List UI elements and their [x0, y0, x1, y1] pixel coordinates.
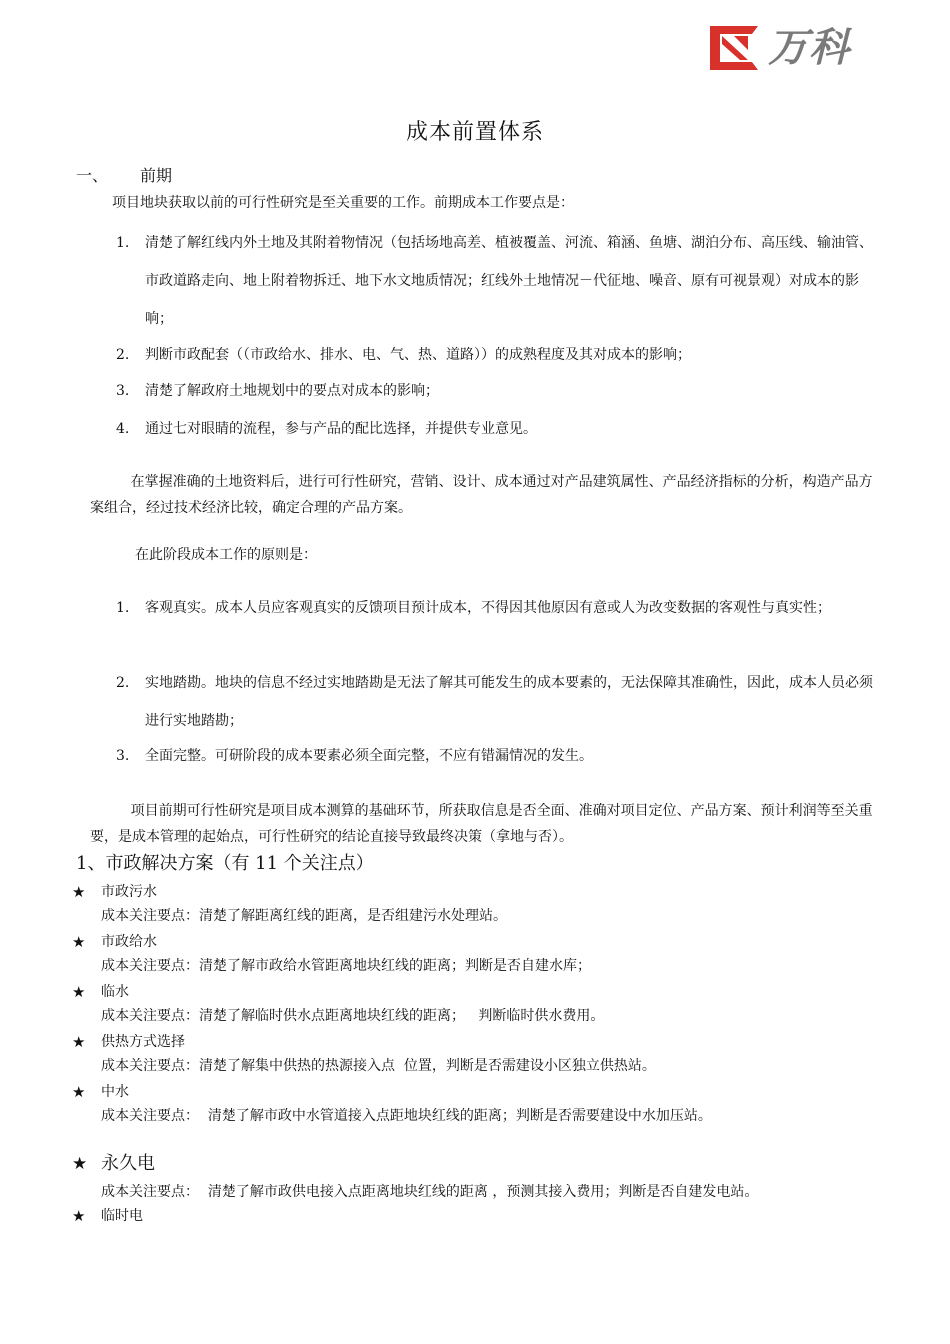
star-bullet-icon: ★ [72, 1033, 86, 1051]
paragraph: 在此阶段成本工作的原则是： [135, 547, 317, 563]
list-item-text: 清楚了解红线内外土地及其附着物情况（包括场地高差、植被覆盖、河流、箱涵、鱼塘、湖泊分布、高压线、输油管、市政道路走向、地上附着物拆迁、地下水文地质情况；红线外土地情况－代征地、噪音、原有可视景观）对成本的影响； [145, 235, 873, 327]
section-heading: 前期 [140, 166, 173, 185]
star-item-label: 临水 [101, 984, 129, 1000]
star-bullet-icon: ★ [72, 1154, 88, 1174]
star-item-detail: 成本关注要点： 清楚了解市政中水管道接入点距地块红线的距离；判断是否需要建设中水加压站。 [101, 1108, 712, 1124]
list-item-text: 通过七对眼睛的流程，参与产品的配比选择，并提供专业意见。 [145, 421, 537, 437]
vanke-logo-mark-icon [708, 22, 760, 74]
list-item-text: 全面完整。可研阶段的成本要素必须全面完整，不应有错漏情况的发生。 [145, 748, 593, 764]
paragraph: 在掌握准确的土地资料后，进行可行性研究，营销、设计、成本通过对产品建筑属性、产品经济指标的分析，构造产品方案组合，经过技术经济比较，确定合理的产品方案。 [90, 474, 873, 516]
star-bullet-icon: ★ [72, 1207, 86, 1225]
list-item-text: 实地踏勘。地块的信息不经过实地踏勘是无法了解其可能发生的成本要素的，无法保障其准确性，因此，成本人员必须进行实地踏勘； [145, 675, 873, 729]
list-item-number: 1. [116, 600, 130, 616]
list-item-number: 1. [116, 235, 130, 251]
star-item-label: 市政污水 [101, 884, 157, 900]
list-item-text: 客观真实。成本人员应客观真实的反馈项目预计成本，不得因其他原因有意或人为改变数据的客观性与真实性； [145, 600, 831, 616]
list-item-number: 3. [116, 383, 130, 399]
star-bullet-icon: ★ [72, 883, 86, 901]
paragraph: 项目前期可行性研究是项目成本测算的基础环节，所获取信息是否全面、准确对项目定位、产品方案、预计利润等至关重要，是成本管理的起始点，可行性研究的结论直接导致最终决策（拿地与否）。 [90, 803, 873, 845]
document-title: 成本前置体系 [405, 120, 544, 145]
star-item-detail: 成本关注要点：清楚了解集中供热的热源接入点 位置，判断是否需建设小区独立供热站。 [101, 1058, 656, 1074]
list-item-number: 3. [116, 748, 130, 764]
vanke-logo [708, 22, 878, 78]
star-bullet-icon: ★ [72, 983, 86, 1001]
star-item-label: 中水 [101, 1084, 129, 1100]
star-item-label: 市政给水 [101, 934, 157, 950]
star-bullet-icon: ★ [72, 933, 86, 951]
section-number: 一、 [76, 166, 109, 185]
list-item-text: 判断市政配套（（市政给水、排水、电、气、热、道路））的成熟程度及其对成本的影响； [145, 347, 691, 363]
star-item-detail: 成本关注要点：清楚了解临时供水点距离地块红线的距离； 判断临时供水费用。 [101, 1008, 605, 1024]
star-item-detail: 成本关注要点： 清楚了解市政供电接入点距离地块红线的距离 ，预测其接入费用；判断是否自建发电站。 [101, 1184, 759, 1200]
star-item-detail: 成本关注要点：清楚了解市政给水管距离地块红线的距离；判断是否自建水库； [101, 958, 591, 974]
list-item-number: 2. [116, 675, 130, 691]
list-item-number: 4. [116, 421, 130, 437]
intro-paragraph: 项目地块获取以前的可行性研究是至关重要的工作。前期成本工作要点是： [112, 195, 574, 211]
list-item-number: 2. [116, 347, 130, 363]
star-item-label: 供热方式选择 [101, 1034, 185, 1050]
list-item-text: 清楚了解政府土地规划中的要点对成本的影响； [145, 383, 439, 399]
star-item-label: 临时电 [101, 1208, 143, 1224]
star-item-detail: 成本关注要点：清楚了解距离红线的距离，是否组建污水处理站。 [101, 908, 507, 924]
subsection-heading: 1、市政解决方案（有 11 个关注点） [76, 853, 374, 874]
star-bullet-icon: ★ [72, 1083, 86, 1101]
logo-text: 万科 [768, 25, 850, 71]
star-item-label: 永久电 [101, 1153, 155, 1174]
